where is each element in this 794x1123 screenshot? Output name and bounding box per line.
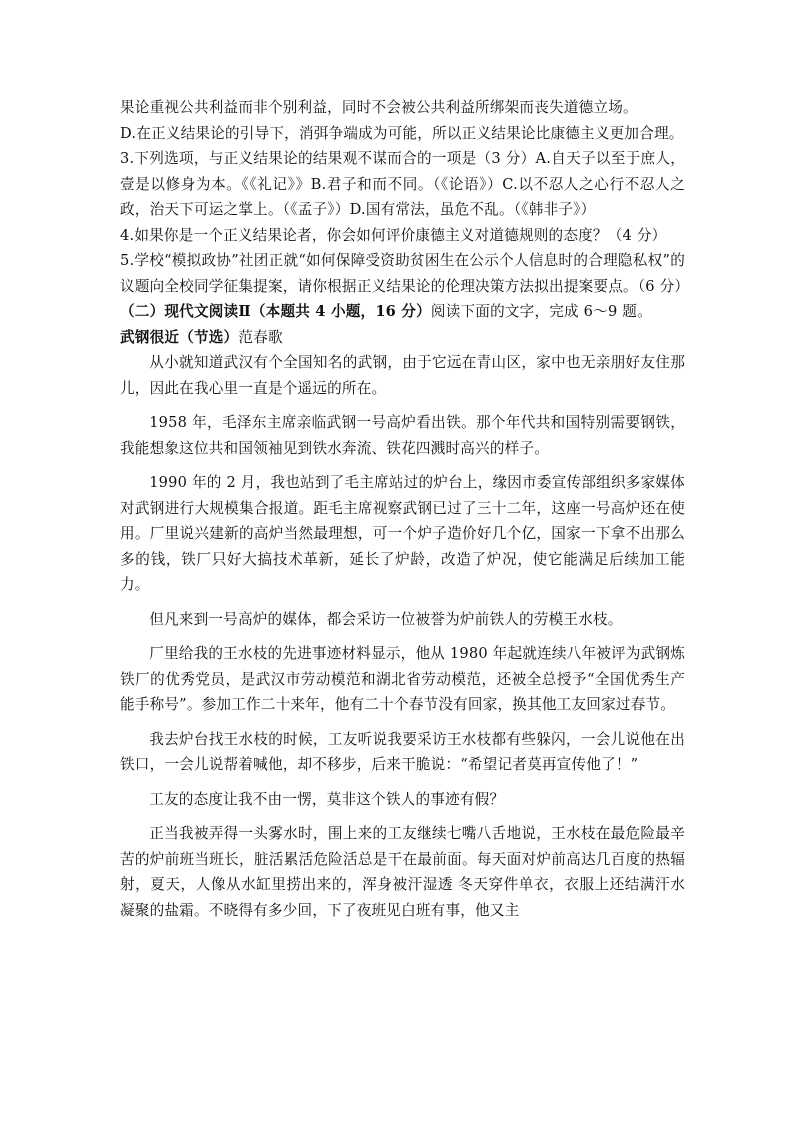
article-paragraph: 1990 年的 2 月，我也站到了毛主席站过的炉台上，缘因市委宣传部组织多家媒体对武钢进行大规模集合报道。距毛主席视察武钢已过了三十二年，这座一号高炉还在使用。厂里说兴建新的高炉当然最理想，可一个炉子造价好几个亿，国家一下拿不出那么多的钱，铁厂只好大搞技术革新，延长了炉龄，改造了炉况，使它能满足后续加工能力。	[120, 474, 685, 593]
document-body	[120, 95, 690, 923]
text-line: 果论重视公共利益而非个别利益，同时不会被公共利益所绑架而丧失道德立场。	[120, 99, 638, 116]
question-3: 3.下列选项，与正义结果论的结果观不谋而合的一项是（3 分）A.自天子以至于庶人，壹是以修身为本。《《礼记》》B.君子和而不同。（《论语》）C.以不忍人之心行不忍人之政，治天下可运之掌上。（《孟子》）D.国有常法，虽危不乱。（《韩非子》）	[120, 150, 685, 218]
article-paragraph: 工友的态度让我不由一愣，莫非这个铁人的事迹有假？	[149, 790, 505, 808]
article-paragraph: 我去炉台找王水枝的时候，工友听说我要采访王水枝都有些躲闪，一会儿说他在出铁口，一会儿说帮着喊他，却不移步，后来干脆说：“希望记者莫再宣传他了！”	[120, 730, 685, 773]
section-instruction: 阅读下面的文字，完成 6～9 题。	[430, 303, 652, 320]
article-paragraph: 1958 年，毛泽东主席亲临武钢一号高炉看出铁。那个年代共和国特别需要钢铁，我能想象这位共和国领袖见到铁水奔流、铁花四溅时高兴的样子。	[120, 414, 685, 457]
option-d-text: D.在正义结果论的引导下，消弭争端成为可能，所以正义结果论比康德主义更加合理。	[120, 124, 684, 142]
section-heading: （二）现代文阅读Ⅱ（本题共 4 小题，16 分）	[120, 303, 431, 320]
article-paragraph: 正当我被弄得一头雾水时，围上来的工友继续七嘴八舌地说，王水枝在最危险最辛苦的炉前班当班长，脏活累活危险活总是干在最前面。每天面对炉前高达几百度的热辐射，夏天，人像从水缸里捞出来的，浑身被汗湿透 冬天穿件单衣，衣服上还结满汗水凝聚的盐霜。不晓得有多少回，下了夜班见白班有事，他又主	[120, 825, 685, 919]
article-title: 武钢很近（节选）	[120, 328, 239, 346]
question-5: 5.学校“模拟政协”社团正就“如何保障受资助贫困生在公示个人信息时的合理隐私权”的议题向全校同学征集提案，请你根据正义结果论的伦理决策方法拟出提案要点。（6 分）	[120, 252, 690, 295]
article-paragraph: 但凡来到一号高炉的媒体，都会采访一位被誉为炉前铁人的劳模王水枝。	[149, 610, 623, 628]
article-paragraph: 厂里给我的王水枝的先进事迹材料显示，他从 1980 年起就连续八年被评为武钢炼铁厂的优秀党员，是武汉市劳动模范和湖北省劳动模范，还被全总授予“全国优秀生产能手称号”。参加工作二十来年，他有二十个春节没有回家，换其他工友回家过春节。	[120, 645, 686, 713]
section-heading-line	[120, 299, 685, 325]
article-author: 范春歌	[238, 328, 283, 346]
article-title-line	[120, 325, 685, 351]
question-4: 4.如果你是一个正义结果论者，你会如何评价康德主义对道德规则的态度？（4 分）	[120, 226, 667, 244]
article-paragraph: 从小就知道武汉有个全国知名的武钢，由于它远在青山区，家中也无亲朋好友住那儿，因此在我心里一直是个遥远的所在。	[120, 354, 685, 397]
